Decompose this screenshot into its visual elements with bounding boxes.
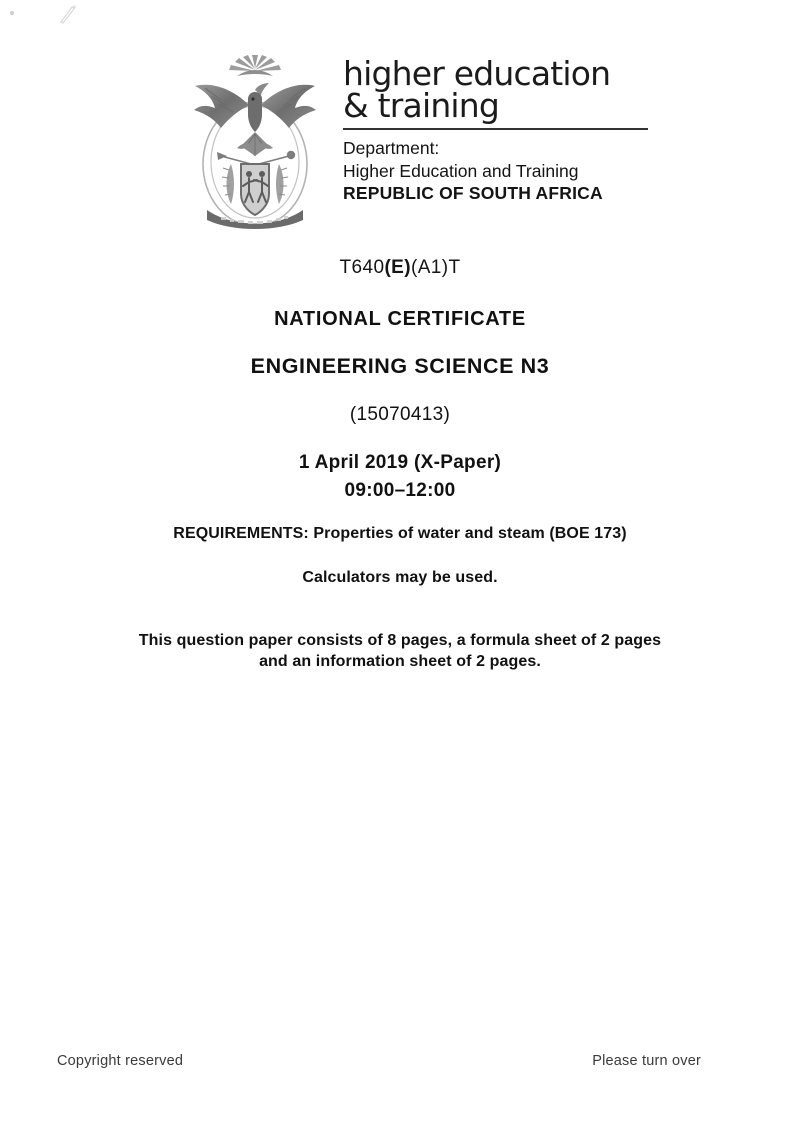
subject-title: ENGINEERING SCIENCE N3 [250,354,550,378]
department-block [343,137,663,204]
brand-block [343,54,663,205]
letterhead [185,52,665,237]
exam-time: 09:00–12:00 [344,479,456,501]
page-count-note [0,630,800,672]
department-label: Department: [343,138,440,159]
brand-divider [343,128,648,130]
requirements-line: REQUIREMENTS: Properties of water and steam (BOE 173) [173,524,627,542]
title-block [0,258,800,672]
wordmark-line-1: higher education [343,54,611,93]
wordmark-line-2: & training [343,85,500,125]
department-name: Higher Education and Training [343,160,579,181]
page-count-line-2: and an information sheet of 2 pages. [259,652,541,670]
copyright-notice: Copyright reserved [57,1053,184,1069]
page-count-line-1: This question paper consists of 8 pages, a formula sheet of 2 pages [138,631,662,649]
page-footer [57,1053,701,1069]
calculators-note: Calculators may be used. [302,568,498,586]
scan-artifact-pencil-mark [58,4,80,24]
scan-artifact-dot [10,11,14,15]
paper-code [0,258,800,277]
paper-code-prefix: T640 [339,257,385,278]
paper-code-variant: (E) [384,257,411,278]
exam-date: 1 April 2019 (X-Paper) [298,451,502,473]
wordmark [343,54,663,125]
south-african-coat-of-arms-icon [185,52,325,234]
subject-code: (15070413) [349,403,451,425]
turn-over-notice: Please turn over [592,1053,701,1069]
country-name: REPUBLIC OF SOUTH AFRICA [343,183,603,204]
certificate-title: NATIONAL CERTIFICATE [274,308,526,330]
paper-code-suffix: (A1)T [410,257,461,278]
